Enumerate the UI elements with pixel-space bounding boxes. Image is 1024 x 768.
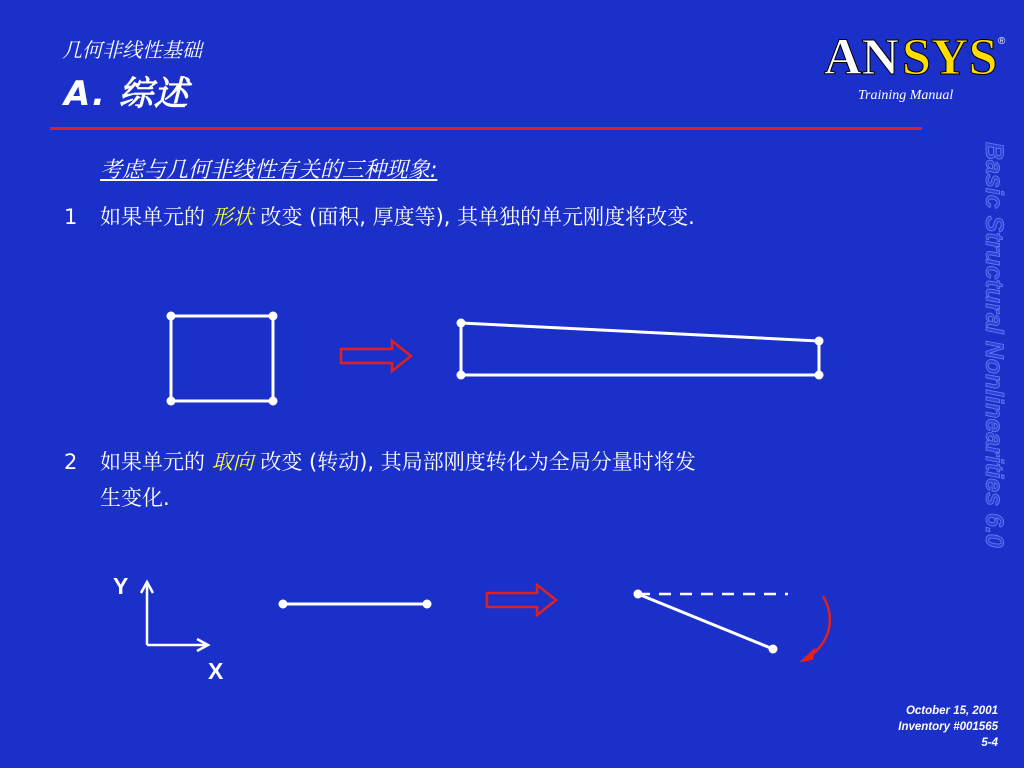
deformed-nodes <box>457 319 824 380</box>
transform-arrow-2 <box>487 585 556 615</box>
axis-y-label: Y <box>113 573 129 599</box>
deformed-element <box>461 323 819 375</box>
item-1-before: 如果单元的 <box>100 205 212 229</box>
item-2-line2: 生变化. <box>100 486 170 510</box>
item-1-highlight: 形状 <box>211 205 254 229</box>
rotation-arrow <box>809 596 830 657</box>
axis-x-label: X <box>208 658 224 684</box>
item-1-after: 改变 (面积, 厚度等), 其单独的单元刚度将改变. <box>253 205 695 229</box>
training-manual-label: Training Manual <box>858 88 954 103</box>
item-2-before: 如果单元的 <box>100 450 212 474</box>
footer-date: October 15, 2001 <box>905 705 998 717</box>
xy-axes <box>141 582 208 651</box>
square-element <box>171 316 273 401</box>
rotation-arrowhead <box>802 650 814 661</box>
transform-arrow-1 <box>341 341 411 371</box>
intro-text: 考虑与几何非线性有关的三种现象: <box>100 158 438 183</box>
rotated-element <box>638 594 773 649</box>
section-subtitle: 几何非线性基础 <box>62 38 202 62</box>
item-2-after: 改变 (转动), 其局部刚度转化为全局分量时将发 <box>253 450 696 474</box>
item-2-highlight: 取向 <box>211 450 254 474</box>
item-1-number: 1 <box>64 205 78 229</box>
side-caption-text: Basic Structural Nonlinearities 6.0 <box>980 142 1008 548</box>
logo-text-sys: SYS <box>902 29 998 84</box>
page-title: A. 综述 <box>64 74 189 114</box>
footer-inventory: Inventory #001565 <box>898 721 998 733</box>
registered-mark: ® <box>998 36 1006 47</box>
logo-text-an: AN <box>824 29 900 84</box>
square-nodes <box>167 312 278 406</box>
footer-page-number: 5-4 <box>981 737 998 749</box>
item-2-number: 2 <box>64 450 78 474</box>
